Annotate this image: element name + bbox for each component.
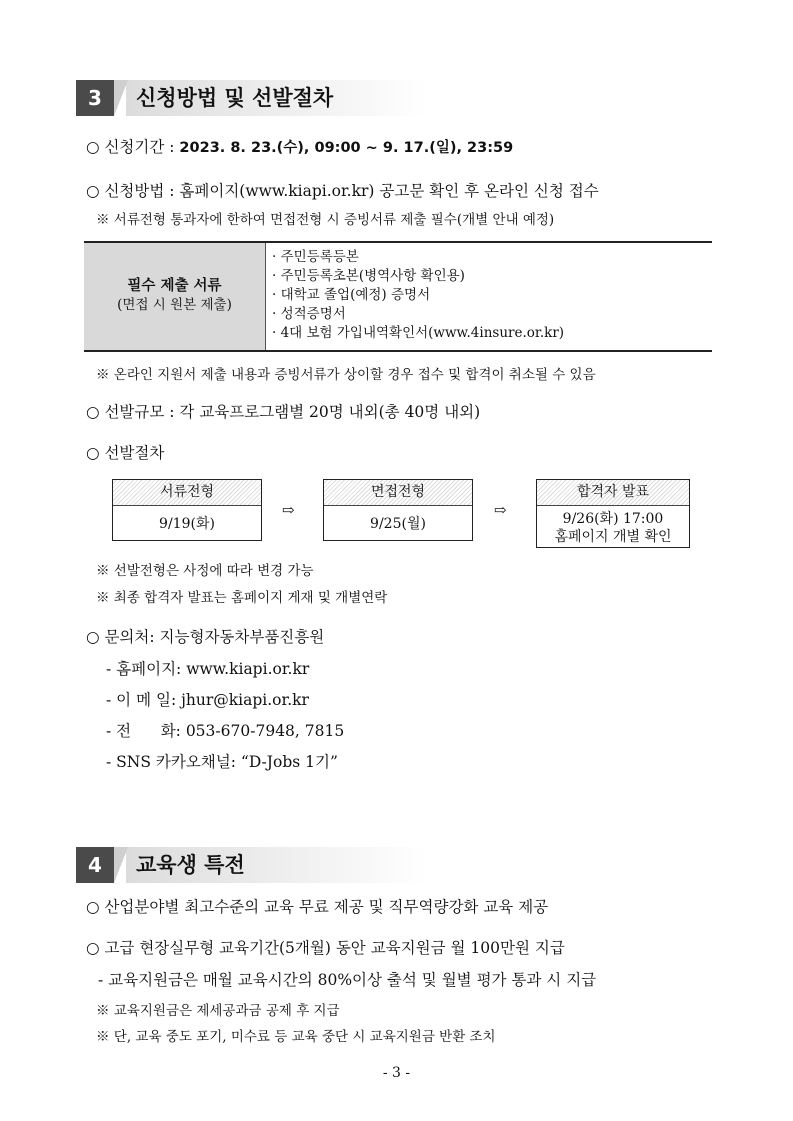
selection-procedure-title: ○ 선발절차 [86, 444, 165, 462]
section-4-header [76, 847, 426, 883]
online-note: ※ 온라인 지원서 제출 내용과 증빙서류가 상이할 경우 접수 및 합격이 취소될 수 있음 [96, 367, 596, 383]
application-period-value: 2023. 8. 23.(수), 09:00 ~ 9. 17.(일), 23:59 [179, 140, 514, 156]
benefit-item: ○ 고급 현장실무형 교육기간(5개월) 동안 교육지원금 월 100만원 지급 [86, 939, 565, 957]
section-title: 교육생 특전 [136, 853, 245, 877]
application-period [86, 137, 513, 158]
contact-sns: - SNS 카카오채널: “D-Jobs 1기” [106, 753, 338, 771]
application-period-label: ○ 신청기간 : [86, 138, 180, 156]
step-title: 서류전형 [113, 480, 261, 506]
page-number: - 3 - [382, 1065, 411, 1081]
section-3-header [76, 80, 426, 116]
contact-phone: - 전 화: 053-670-7948, 7815 [106, 722, 345, 740]
procedure-note: ※ 최종 합격자 발표는 홈페이지 게재 및 개별연락 [96, 590, 388, 606]
application-method: ○ 신청방법 : 홈페이지(www.kiapi.or.kr) 공고문 확인 후 온라인 신청 접수 [86, 182, 599, 200]
documents-header: 필수 제출 서류 [127, 278, 222, 294]
document-item: · 주민등록초본(병역사항 확인용) [272, 268, 465, 284]
section-title: 신청방법 및 선발절차 [136, 86, 334, 110]
document-item: · 주민등록등본 [272, 249, 359, 265]
step-date: 9/25(월) [370, 516, 426, 532]
method-note: ※ 서류전형 통과자에 한하여 면접전형 시 증빙서류 제출 필수(개별 안내 예정) [96, 212, 555, 228]
step-date: 9/26(화) 17:00 [562, 511, 664, 527]
step-title: 면접전형 [324, 480, 472, 506]
step-date: 9/19(화) [159, 516, 215, 532]
required-documents-table [84, 241, 712, 352]
section-header-slant [114, 847, 128, 883]
step-interview [323, 479, 473, 541]
arrow-right-icon: ⇨ [282, 501, 295, 519]
selection-scale: ○ 선발규모 : 각 교육프로그램별 20명 내외(총 40명 내외) [86, 403, 481, 421]
contact-title: ○ 문의처: 지능형자동차부품진흥원 [86, 628, 325, 646]
arrow-right-icon: ⇨ [494, 501, 507, 519]
step-title: 합격자 발표 [537, 480, 689, 506]
benefit-note: ※ 단, 교육 중도 포기, 미수료 등 교육 중단 시 교육지원금 반환 조치 [96, 1029, 496, 1045]
document-item: · 4대 보험 가입내역확인서(www.4insure.or.kr) [272, 325, 565, 341]
step-announcement [536, 479, 690, 548]
documents-list [272, 248, 564, 343]
benefit-subitem: - 교육지원금은 매월 교육시간의 80%이상 출석 및 월별 평가 통과 시 지급 [98, 971, 597, 989]
step-detail: 홈페이지 개별 확인 [554, 529, 672, 545]
section-header-slant [114, 80, 128, 116]
contact-homepage: - 홈페이지: www.kiapi.or.kr [106, 660, 310, 678]
benefit-item: ○ 산업분야별 최고수준의 교육 무료 제공 및 직무역량강화 교육 제공 [86, 898, 549, 916]
contact-email: - 이 메 일: jhur@kiapi.or.kr [106, 691, 309, 709]
documents-subheader: (면접 시 원본 제출) [117, 297, 232, 313]
procedure-note: ※ 선발전형은 사정에 따라 변경 가능 [96, 563, 314, 579]
step-document-screening [112, 479, 262, 541]
document-item: · 성적증명서 [272, 306, 346, 322]
benefit-note: ※ 교육지원금은 제세공과금 공제 후 지급 [96, 1003, 340, 1019]
documents-header-cell [84, 243, 266, 350]
section-number: 3 [76, 80, 114, 116]
section-number: 4 [76, 847, 114, 883]
document-item: · 대학교 졸업(예정) 증명서 [272, 287, 431, 303]
